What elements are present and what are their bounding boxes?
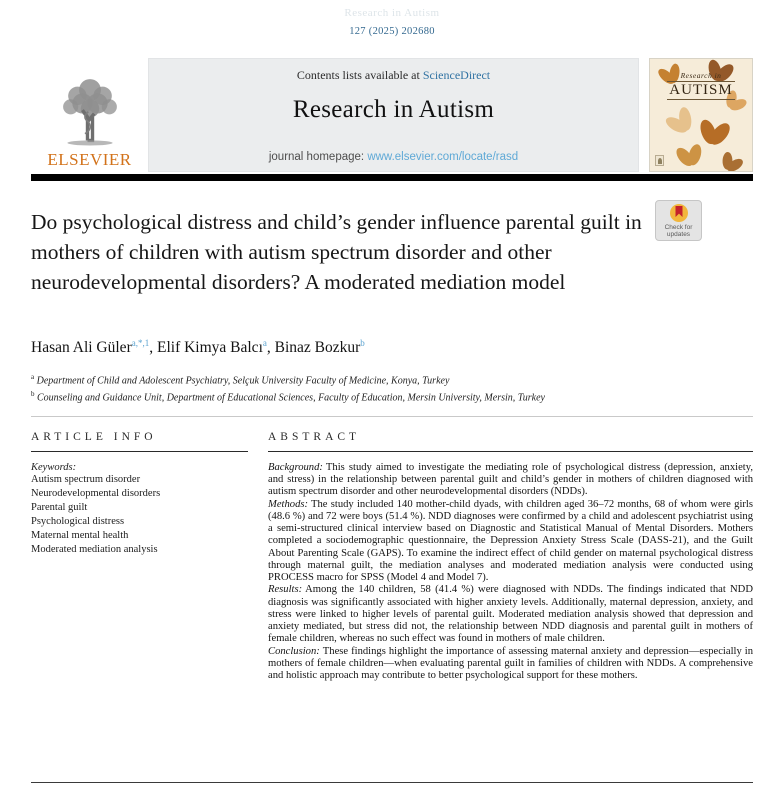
- info-abstract-section: [31, 416, 753, 682]
- article-title: Do psychological distress and child’s gender influence parental guilt in mothers of children with autism spectrum disorder and other neurodevelopmental disorders? A moderated mediation model: [31, 210, 642, 295]
- cover-title-top: Research in: [680, 71, 722, 80]
- author-line: [31, 338, 365, 357]
- abstract-heading: ABSTRACT: [268, 431, 753, 452]
- keyword-item: Parental guilt: [31, 502, 88, 514]
- masthead: [0, 0, 784, 39]
- cover-titles: [650, 71, 752, 100]
- citation-link[interactable]: 127 (2025) 202680: [349, 26, 435, 37]
- cover-publisher-mark: [655, 155, 664, 166]
- keyword-item: Moderated mediation analysis: [31, 544, 158, 556]
- elsevier-wordmark: ELSEVIER: [47, 150, 132, 169]
- affiliation-row: $^b$ Counseling and Guidance Unit, Department of Educational Sciences, Faculty of Education, Mersin University, Mersin, Turkey: [31, 389, 545, 404]
- article-info-column: [31, 431, 250, 682]
- keyword-item: Autism spectrum disorder: [31, 474, 141, 485]
- homepage-line: [149, 151, 638, 163]
- abstract-methods: Methods: The study included 140 mother-child dyads, with children aged 36–72 months, 68 of whom were girls (48.6 %) and 72 were boys (51.4 %). NDD diagnoses were confirmed by a child and adolescent psychiatrist using a semi-structured clinical interview based on Diagnostic and Statistical Manual of Mental Disorders. Mothers completed a sociodemographic questionnaire, the Depression Anxiety Stress Scale (DASS-21), and the Guilt About Parenting Scale (GAPS). To examine the indirect effect of child gender on maternal psychological distress through maternal guilt, the mediation analyses and moderated mediation analysis were conducted using PROCESS macro for SPSS (Model 4 and Model 7).: [268, 498, 753, 584]
- author: , Binaz Bozkur$^b$: [266, 338, 365, 357]
- check-for-updates-icon: [669, 203, 689, 223]
- cover-title-main: AUTISM: [669, 82, 733, 98]
- sciencedirect-link[interactable]: ScienceDirect: [422, 68, 491, 82]
- check-for-updates-badge[interactable]: [655, 200, 702, 241]
- affiliations: [31, 372, 545, 406]
- contents-line: [149, 68, 638, 83]
- journal-header: [31, 58, 753, 172]
- check-for-updates-label: Check for updates: [664, 224, 693, 239]
- author-affiliation-marker: b: [360, 338, 365, 348]
- abstract-results: Results: Among the 140 children, 58 (41.4 %) were diagnosed with NDDs. The findings indicated that NDD diagnosis was significantly associated with higher anxiety levels. Additionally, maternal depression, anxiety, and stress were linked to higher levels of parental guilt. Moderated mediation analysis showed that depression and anxiety mediated, but stress did not, the relationship between NDD diagnosis and parental guilt in mothers of female children, whereas no such effect was found in mothers of male children.: [268, 584, 753, 645]
- journal-title: Research in Autism: [292, 96, 495, 123]
- keyword-item: Maternal mental health: [31, 530, 129, 542]
- keyword-item: Neurodevelopmental disorders: [31, 488, 161, 500]
- journal-band: [148, 58, 639, 172]
- author-affiliation-marker: a,*,1: [131, 338, 150, 348]
- header-divider-bar: [31, 174, 753, 181]
- abstract-conclusion: Conclusion: These findings highlight the importance of assessing maternal anxiety and depression—especially in mothers of female children—when evaluating parental guilt in families of children with NDDs. A comprehensive and holistic approach may contribute to better psychological support for these mothers.: [268, 645, 753, 681]
- keyword-item: Psychological distress: [31, 516, 125, 528]
- faint-journal-title: Research in Autism: [344, 7, 440, 19]
- abstract-background: Background: This study aimed to investigate the mediating role of psychological distress (depression, anxiety, and stress) in the relationship between parental guilt and child’s gender in mothers of children diagnosed with autism spectrum disorder and other neurodevelopmental disorders (NDDs).: [268, 462, 753, 498]
- homepage-prefix: journal homepage:: [268, 151, 368, 163]
- elsevier-logo: [31, 58, 148, 172]
- journal-cover-thumbnail: [649, 58, 753, 172]
- author: Hasan Ali Güler$^{a,*,1}$: [31, 338, 150, 357]
- elsevier-tree-icon: [48, 73, 132, 149]
- page-bottom-rule: [31, 782, 753, 783]
- author-affiliation-marker: a: [262, 338, 267, 348]
- article-info-heading: ARTICLE INFO: [31, 431, 248, 452]
- affiliation-row: $^a$ Department of Child and Adolescent Psychiatry, Selçuk University Faculty of Medicine, Konya, Turkey: [31, 373, 450, 387]
- journal-homepage-link[interactable]: www.elsevier.com/locate/rasd: [367, 151, 519, 163]
- abstract-column: [268, 431, 753, 682]
- contents-prefix: Contents lists available at: [296, 68, 423, 82]
- author: , Elif Kimya Balcı$^a$: [149, 338, 267, 357]
- keywords-label: Keywords:: [31, 462, 77, 473]
